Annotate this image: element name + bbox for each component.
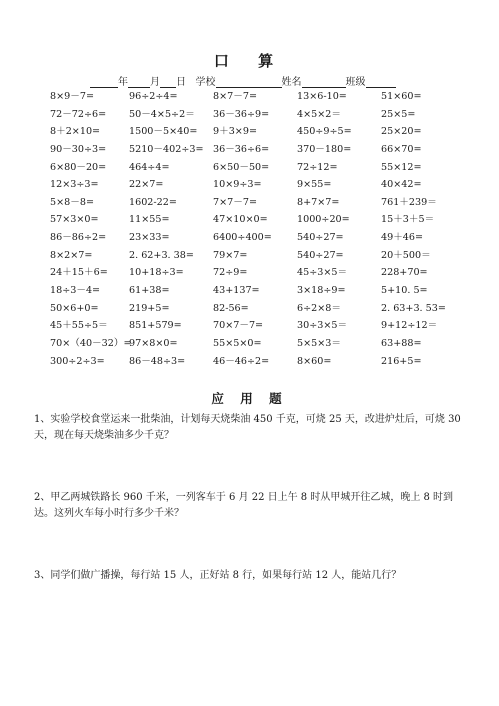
class-label: 班级 [345, 77, 366, 88]
day-blank[interactable] [160, 77, 176, 88]
exercise-item: 1500－5×40= [129, 126, 198, 138]
exercise-item: 464÷4= [129, 161, 170, 173]
exercise-item: 851+579= [129, 320, 182, 332]
exercise-item: 450÷9÷5= [297, 126, 352, 138]
exercise-item: 55×5×0= [213, 337, 262, 349]
exercise-item: 540÷27= [297, 232, 344, 244]
exercise-item: 8+7×7= [297, 196, 340, 208]
exercise-item: 10×9÷3= [213, 179, 262, 191]
exercise-item: 4×5×2＝ [297, 108, 341, 120]
exercise-item: 2. 62+3. 38= [129, 249, 194, 261]
exercise-item: 370－180= [297, 143, 352, 155]
exercise-item: 5210－402÷3= [129, 143, 204, 155]
exercise-item: 45＋55÷5＝ [50, 320, 108, 332]
exercise-item: 9+12÷12＝ [381, 320, 438, 332]
exercise-item: 49＋46= [381, 232, 424, 244]
exercise-item: 7×7－7= [213, 196, 257, 208]
exercise-item: 86－86÷2= [50, 232, 107, 244]
exercise-item: 70×7－7= [213, 320, 264, 332]
exercise-item: 761＋239＝ [381, 196, 437, 208]
exercise-item: 6×50－50= [213, 161, 270, 173]
exercise-item: 12×3÷3= [50, 179, 99, 191]
exercise-item: 72－72÷6= [50, 108, 107, 120]
exercise-item: 6÷2×8＝ [297, 302, 341, 314]
mental-math-grid [50, 88, 470, 370]
exercise-item: 11×55= [129, 214, 170, 226]
exercise-item: 6400÷400= [213, 232, 272, 244]
exercise-item: 5×5×3＝ [297, 337, 341, 349]
exercise-item: 90－30÷3= [50, 143, 107, 155]
exercise-item: 72÷12= [297, 161, 338, 173]
school-blank[interactable] [216, 77, 282, 88]
exercise-item: 8×60= [297, 355, 332, 367]
exercise-item: 66×70= [381, 143, 422, 155]
exercise-item: 86－48÷3= [129, 355, 186, 367]
exercise-item: 13×6-10= [297, 91, 347, 102]
exercise-item: 51×60= [381, 91, 422, 102]
exercise-item: 8×7－7= [213, 91, 257, 102]
month-label: 月 [150, 77, 160, 88]
exercise-item: 43+137= [213, 285, 260, 297]
exercise-item: 36－36÷9= [213, 108, 270, 120]
exercise-item: 219+5= [129, 302, 170, 314]
exercise-item: 50－4×5÷2＝ [129, 108, 195, 120]
exercise-item: 23×33= [129, 232, 170, 244]
word-problems-title: 应 用 题 [211, 391, 288, 406]
exercise-item: 540÷27= [297, 249, 344, 261]
exercise-item: 9×55= [297, 179, 332, 191]
exercise-item: 10+18÷3= [129, 267, 184, 279]
exercise-item: 22×7= [129, 179, 164, 191]
exercise-item: 36－36÷6= [213, 143, 270, 155]
exercise-item: 47×10×0= [213, 214, 268, 226]
exercise-item: 24＋15＋6= [50, 267, 108, 279]
exercise-item: 55×12= [381, 161, 422, 173]
page-title: 口 算 [213, 52, 286, 70]
name-label: 姓名 [281, 77, 302, 88]
exercise-item: 96÷2÷4= [129, 91, 178, 102]
exercise-item: 216+5= [381, 355, 422, 367]
exercise-item: 20＋500＝ [381, 249, 431, 261]
exercise-item: 45÷3×5＝ [297, 267, 348, 279]
exercise-item: 25×20= [381, 126, 422, 138]
word-problem-1: 1、实验学校食堂运来一批柴油，计划每天烧柴油 450 千克，可烧 25 天，改进炉灶后，可烧 30 天，现在每天烧柴油多少千克？ [34, 414, 461, 441]
exercise-item: 61+38= [129, 285, 170, 297]
exercise-item: 30÷3×5＝ [297, 320, 348, 332]
exercise-item: 228+70= [381, 267, 428, 279]
year-label: 年 [118, 77, 128, 88]
class-blank[interactable] [366, 77, 396, 88]
exercise-item: 18÷3－4= [50, 285, 101, 297]
exercise-item: 2. 63+3. 53= [381, 302, 446, 314]
exercise-item: 8×9－7= [50, 91, 94, 102]
exercise-item: 25×5= [381, 108, 416, 120]
exercise-item: 300÷2÷3= [50, 355, 105, 367]
name-blank[interactable] [302, 77, 346, 88]
school-label: 学校 [195, 77, 216, 88]
word-problem-2: 2、甲乙两城铁路长 960 千米，一列客车于 6 月 22 日上午 8 时从甲城开往乙城，晚上 8 时到达。这列火车每小时行多少千米？ [34, 492, 454, 519]
exercise-item: 63+88= [381, 337, 422, 349]
exercise-item: 15＋3＋5＝ [381, 214, 435, 226]
student-info-line [90, 73, 396, 88]
exercise-item: 8＋2×10= [50, 126, 101, 138]
word-problem-3: 3、同学们做广播操，每行站 15 人，正好站 8 行，如果每行站 12 人，能站几行？ [34, 570, 402, 581]
exercise-item: 1602-22= [129, 196, 177, 208]
exercise-item: 6×80－20= [50, 161, 107, 173]
exercise-item: 3×18÷9= [297, 285, 346, 297]
year-blank[interactable] [90, 77, 118, 88]
exercise-item: 82-56= [213, 302, 249, 314]
exercise-item: 72÷9= [213, 267, 248, 279]
exercise-item: 8×2×7= [50, 249, 93, 261]
exercise-item: 1000÷20= [297, 214, 350, 226]
day-label: 日 [176, 77, 186, 88]
exercise-item: 46－46÷2= [213, 355, 270, 367]
exercise-item: 9＋3×9= [213, 126, 257, 138]
exercise-item: 40×42= [381, 179, 422, 191]
exercise-item: 97×8×0= [129, 337, 178, 349]
exercise-item: 57×3×0= [50, 214, 99, 226]
month-blank[interactable] [128, 77, 150, 88]
exercise-item: 50×6+0= [50, 302, 99, 314]
exercise-item: 5×8－8= [50, 196, 94, 208]
exercise-item: 79×7= [213, 249, 248, 261]
exercise-item: 70×（40－32）= [50, 337, 132, 349]
exercise-item: 5+10. 5= [381, 285, 428, 297]
